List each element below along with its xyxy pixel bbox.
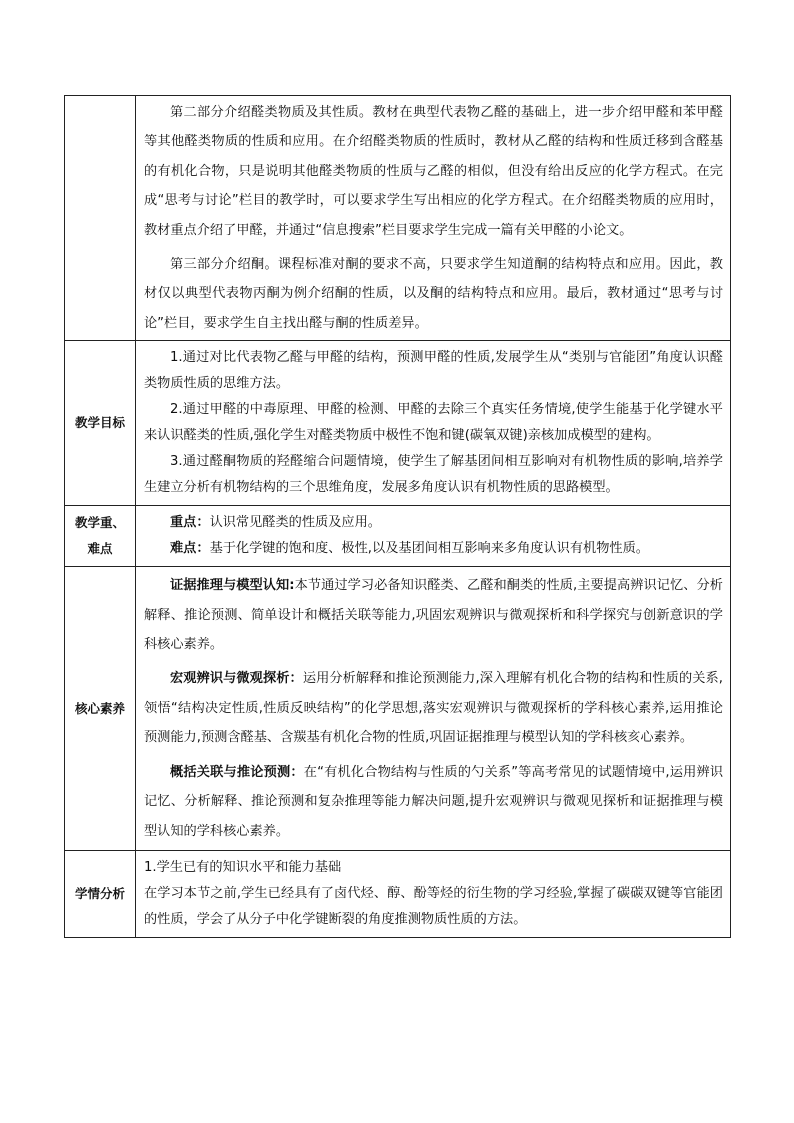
lesson-plan-table xyxy=(64,95,731,938)
row-label-literacy: 核心素养 xyxy=(65,567,136,851)
intro-paragraph-2: 第二部分介绍醛类物质及其性质。教材在典型代表物乙醛的基础上，进一步介绍甲醛和苯甲醛等其他醛类物质的性质和应用。在介绍醛类物质的性质时，教材从乙醛的结构和性质迁移到含醛基的有机化合物，只是说明其他醛类物质的性质与乙醛的相似，但没有给出反应的化学方程式。在完成“思考与讨论”栏目的教学时，可以要求学生写出相应的化学方程式。在介绍醛类物质的应用时，教材重点介绍了甲醛，并通过“信息搜索”栏目要求学生完成一篇有关甲醛的小论文。 xyxy=(144,105,723,238)
intro-paragraph-3: 第三部分介绍酮。课程标准对酮的要求不高，只要求学生知道酮的结构特点和应用。因此，教材仅以典型代表物丙酮为例介绍酮的性质，以及酮的结构特点和应用。最后，教材通过“思考与讨论”栏目，要求学生自主找出醛与酮的性质差异。 xyxy=(144,257,724,331)
key-point-text: 认识常见醛类的性质及应用。 xyxy=(209,515,381,531)
literacy-block-3 xyxy=(144,758,723,846)
analysis-text: 在学习本节之前,学生已经具有了卤代烃、醇、酚等烃的衍生物的学习经验,掌握了碳碳双键等官能团的性质，学会了从分子中化学键断裂的角度推测物质性质的方法。 xyxy=(144,885,723,927)
analysis-content xyxy=(136,850,731,937)
intro-content xyxy=(136,96,731,341)
row-label-goals: 教学目标 xyxy=(65,341,136,506)
key-point-head: 重点： xyxy=(170,515,210,531)
row-label-keypoints-line1: 教学重、 xyxy=(74,515,125,531)
table-row-intro xyxy=(65,96,731,341)
literacy-text-1: 本节通过学习必备知识醛类、乙醛和酮类的性质,主要提高辨识记忆、分析解释、推论预测、简单设计和概括关联等能力,巩固宏观辨识与微观探析和科学探究与创新意识的学科核心素养。 xyxy=(144,578,723,653)
row-label-analysis: 学情分析 xyxy=(65,850,136,937)
table-row-analysis xyxy=(65,850,731,937)
goal-item-2: 2.通过甲醛的中毒原理、甲醛的检测、甲醛的去除三个真实任务情境,使学生能基于化学键水平来认识醛类的性质,强化学生对醛类物质中极性不饱和键(碳氧双键)亲核加成模型的建构。 xyxy=(144,402,723,444)
literacy-head-1: 证据推理与模型认知: xyxy=(170,578,295,594)
goal-item-3: 3.通过醛酮物质的羟醛缩合问题情境，使学生了解基团间相互影响对有机物性质的影响,培养学生建立分析有机物结构的三个思维角度，发展多角度认识有机物性质的思路模型。 xyxy=(144,454,723,496)
table-row-literacy xyxy=(65,567,731,851)
difficult-point xyxy=(144,536,723,562)
literacy-text-2: 运用分析解释和推论预测能力,深入理解有机化合物的结构和性质的关系,领悟“结构决定性质,性质反映结构”的化学思想,落实宏观辨识与微观探析的学科核心素养,运用推论预测能力,预测含醛基、含羰基有机化合物的性质,巩固证据推理与模型认知的学科核亥心素养。 xyxy=(144,671,723,746)
analysis-heading: 1.学生已有的知识水平和能力基础 xyxy=(144,859,342,875)
table-row-keypoints xyxy=(65,506,731,567)
literacy-block-1 xyxy=(144,571,723,659)
row-label-keypoints xyxy=(65,506,136,567)
goals-content xyxy=(136,341,731,506)
row-label-keypoints-line2: 难点 xyxy=(87,541,113,557)
table-row-goals xyxy=(65,341,731,506)
literacy-block-2 xyxy=(144,664,723,752)
literacy-content xyxy=(136,567,731,851)
goal-item-1: 1.通过对比代表物乙醛与甲醛的结构，预测甲醛的性质,发展学生从“类别与官能团”角度认识醛类物质性质的思维方法。 xyxy=(144,350,723,392)
row-label-empty xyxy=(65,96,136,341)
literacy-text-3: 在“有机化合物结构与性质的勺关系”等高考常见的试题情境中,运用辨识记忆、分析解释、推论预测和复杂推理等能力解决问题,提升宏观辨识与微观见探析和证据推理与模型认知的学科核心素养。 xyxy=(144,764,724,839)
keypoints-content xyxy=(136,506,731,567)
literacy-head-3: 概括关联与推论预测： xyxy=(170,764,304,780)
key-point xyxy=(144,510,723,536)
literacy-head-2: 宏观辨识与微观探析： xyxy=(170,671,303,687)
difficult-point-text: 基于化学键的饱和度、极性,以及基团间相互影响来多角度认识有机物性质。 xyxy=(209,541,649,557)
difficult-point-head: 难点： xyxy=(170,541,210,557)
